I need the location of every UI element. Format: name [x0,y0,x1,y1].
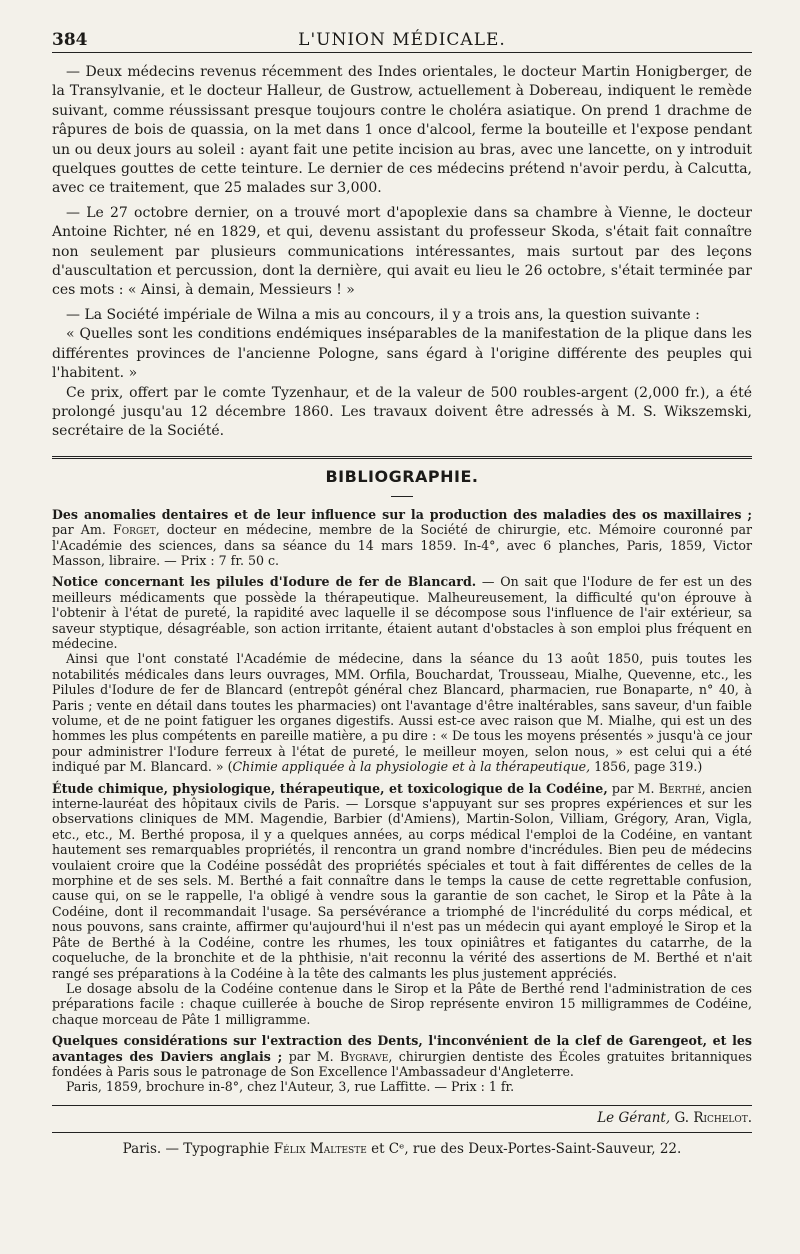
bibliography-entry-blancard [52,574,752,774]
entry-text: Paris, 1859, brochure in-8°, chez l'Auteur, 3, rue Laffitte. — Prix : 1 fr. [66,1079,515,1095]
entry-text: , chirurgien dentiste des Écoles gratuites britanniques fondées à Paris sous le patronage de Son Excellence l'Ambassadeur d'Angleterre. [52,1048,753,1079]
signature [52,1110,752,1126]
printer-line [52,1141,752,1157]
signature-name: G. Richelot. [674,1109,752,1126]
journal-title: L'UNION MÉDICALE. [298,30,506,50]
printer-text: et Cᵉ, rue des Deux-Portes-Saint-Sauveur, 22. [366,1140,682,1157]
news-paragraph: — Deux médecins revenus récemment des Indes orientales, le docteur Martin Honigberger, de la Transylvanie, et le docteur Halleur, de Gustrow, actuellement à Dobereau, indiquent le remède suivant, comme réussissant presque toujours contre le choléra asiatique. On prend 1 drachme de râpures de bois de quassia, on la met dans 1 once d'alcool, ferme la bouteille et l'expose pendant un ou deux jours au soleil : ayant fait une petite incision au bras, avec une lancette, on y introduit quelques gouttes de cette teinture. Le dernier de ces médecins prétend n'avoir perdu, à Calcutta, avec ce traitement, que 25 malades sur 3,000. [52,64,752,197]
printer-text: Paris. — Typographie [122,1140,274,1157]
news-paragraph: — Le 27 octobre dernier, on a trouvé mort d'apoplexie dans sa chambre à Vienne, le docteur Antoine Richter, né en 1829, et qui, devenu assistant du professeur Skoda, s'était fait connaître non seulement par plusieurs communications intéressantes, mais surtout par des leçons d'auscultation et percussion, dont la dernière, qui avait eu lieu le 26 octobre, s'était terminée par ces mots : « Ainsi, à demain, Messieurs ! » [52,204,752,299]
entry-text: 1856, page 319.) [590,759,703,775]
entry-author: Forget [113,522,156,538]
news-paragraph: — La Société impériale de Wilna a mis au concours, il y a trois ans, la question suivante : [66,306,700,323]
entry-title: Étude chimique, physiologique, thérapeutique, et toxicologique de la Codéine, [52,780,608,796]
news-paragraph: « Quelles sont les conditions endémiques inséparables de la manifestation de la plique dans les différentes provinces de l'ancienne Pologne, sans égard à l'origine différente des peuples qui l'habitent. » [52,326,752,382]
news-item-cholera [52,63,752,199]
entry-text: , docteur en médecine, membre de la Société de chirurgie, etc. Mémoire couronné par l'Académie des sciences, dans sa séance du 14 mars 1859. In-4°, avec 6 planches, Paris, 1859, Victor Masson, libraire. — Prix : 7 fr. 50 c. [52,522,752,568]
news-item-richter [52,204,752,301]
entry-title: Notice concernant les pilules d'Iodure de fer de Blancard. [52,574,477,590]
footer-divider [52,1105,752,1106]
entry-text: Le dosage absolu de la Codéine contenue dans le Sirop et la Pâte de Berthé rend l'administration de ces préparations facile : chaque cuillerée à bouche de Sirop représente environ 15 milligrammes de Codéine, chaque morceau de Pâte 1 milligramme. [52,980,752,1027]
page [52,28,752,1157]
bibliography-heading: BIBLIOGRAPHIE. [325,466,479,486]
printer-name: Félix Malteste [273,1140,367,1157]
footer-divider [52,1132,752,1133]
entry-text: par M. [607,780,659,796]
page-header [52,28,752,53]
entry-author: Bygrave [340,1048,389,1064]
entry-text: , ancien interne-lauréat des hôpitaux civils de Paris. — Lorsque s'appuyant sur ses propres expériences et sur les observations cliniques de MM. Magendie, Barbier (d'Amiens), Martin-Solon, Villiam, Grégory, Aran, Vigla, etc., etc., M. Berthé proposa, il y a quelques années, au corps médical l'emploi de la Codéine, en vantant hautement ses remarquables propriétés, il rencontra un grand nombre d'incrédules. Bien peu de médecins voulaient croire que la Codéine possédât des propriétés spéciales et tout à fait différentes de celles de la morphine et de ses sels. M. Berthé a fait connaître dans le temps la cause de cette regrettable confusion, cause qui, on se le rappelle, l'a obligé à vendre sous la garantie de son cachet, le Sirop et la Pâte à la Codéine, dont il recommandait l'usage. Sa persévérance a triomphé de l'incrédulité du corps médical, et nous pouvons, sans crainte, affirmer qu'aujourd'hui il n'est pas un médecin qui ayant employé le Sirop et la Pâte de Berthé à la Codéine, contre les rhumes, les toux opiniâtres et fatigantes du catarrhe, de la coqueluche, de la bronchite et de la phthisie, n'ait reconnu la vérité des assertions de M. Berthé et n'ait rangé ses préparations à la Codéine à la tête des calmants les plus justement appréciés. [52,780,753,981]
news-item-wilna [52,306,752,442]
section-divider [52,456,752,459]
page-number: 384 [52,30,88,50]
entry-author: Berthé [658,780,702,796]
bibliography-entry-codeine [52,781,752,1028]
news-paragraph: Ce prix, offert par le comte Tyzenhaur, et de la valeur de 500 roubles-argent (2,000 fr.), a été prolongé jusqu'au 12 décembre 1860. Les travaux doivent être adressés à M. S. Wikszemski, secrétaire de la Société. [52,384,752,440]
news-section [52,63,752,442]
entry-text: — On sait que l'Iodure de fer est un des meilleurs médicaments que possède la thérapeutique. Malheureusement, la difficulté qu'on éprouve à l'obtenir à l'état de pureté, la rapidité avec laquelle il se décompose sous l'influence de l'air extérieur, sa saveur styptique, désagréable, son action irritante, étaient autant d'obstacles à son emploi plus fréquent en médecine. [52,574,752,651]
bibliography-entry-anomalies [52,507,752,569]
entry-text: par Am. [52,522,114,538]
entry-text: par M. [282,1048,341,1064]
short-divider [391,496,413,497]
entry-text: Ainsi que l'ont constaté l'Académie de médecine, dans la séance du 13 août 1850, puis toutes les notabilités médicales dans leurs ouvrages, MM. Orfila, Bouchardat, Trousseau, Mialhe, Quevenne, etc., les Pilules d'Iodure de fer de Blancard (entrepôt général chez Blancard, pharmacien, rue Bonaparte, n° 40, à Paris ; vente en détail dans toutes les pharmacies) ont l'avantage d'être inaltérables, sans saveur, d'un faible volume, et de ne point fatiguer les organes digestifs. Aussi est-ce avec raison que M. Mialhe, qui est un des hommes les plus compétents en pareille matière, a pu dire : « De tous les moyens présentés » jusqu'à ce jour pour administrer l'Iodure ferreux à l'état de pureté, le meilleur moyen, selon nous, » est celui qui a été indiqué par M. Blancard. » ( [52,651,752,775]
signature-label: Le Gérant, [597,1109,671,1126]
entry-title: Des anomalies dentaires et de leur influence sur la production des maladies des os maxillaires ; [52,506,752,522]
bibliography-entry-dents [52,1033,752,1095]
entry-title: Quelques considérations sur l'extraction des Dents, l'inconvénient de la clef de Garengeot, et les avantages des Daviers anglais ; [52,1033,752,1064]
entry-citation: Chimie appliquée à la physiologie et à la thérapeutique, [232,759,591,775]
bibliography-section [52,507,752,1095]
